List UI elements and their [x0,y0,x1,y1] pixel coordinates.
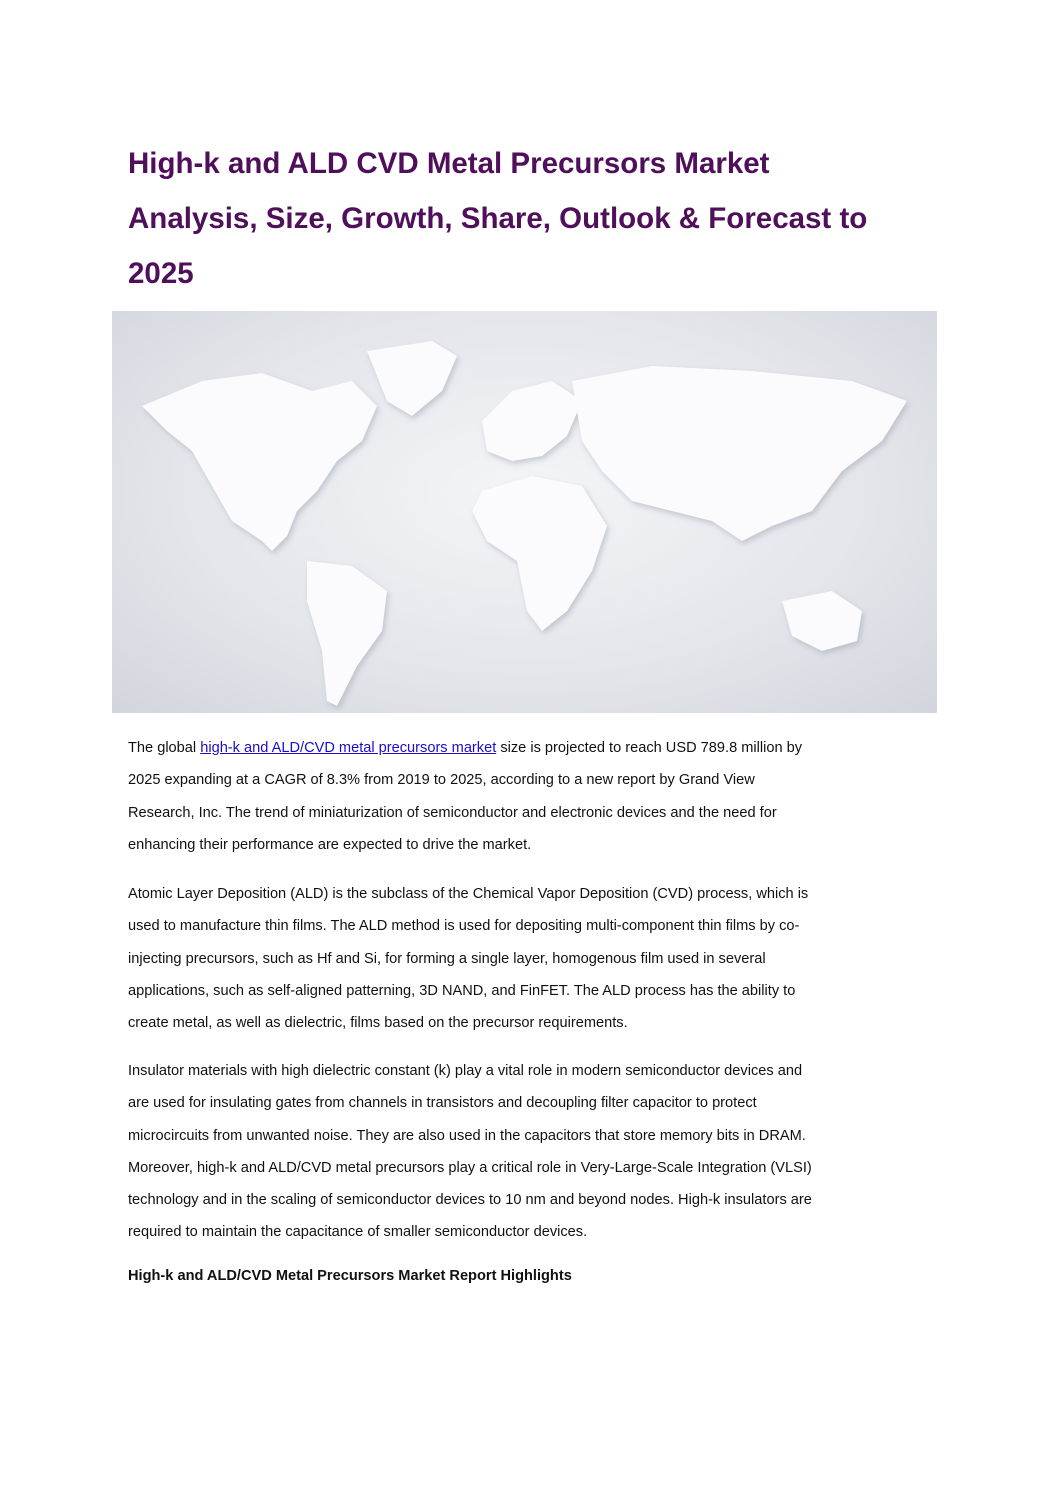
text: size is projected to reach USD 789.8 million by [496,740,803,756]
market-report-link[interactable]: high-k and ALD/CVD metal precursors market [200,740,497,756]
paragraph-line [128,732,938,764]
paragraph-line: Research, Inc. The trend of miniaturization of semiconductor and electronic devices and the need for [128,804,777,821]
title-line: High-k and ALD CVD Metal Precursors Market [128,147,770,180]
paragraph-line: injecting precursors, such as Hf and Si, for forming a single layer, homogenous film used in several [128,950,766,967]
asia [572,366,907,541]
paragraph-line: are used for insulating gates from channels in transistors and decoupling filter capacitor to protect [128,1095,757,1112]
africa [472,476,607,631]
highlights-heading: High-k and ALD/CVD Metal Precursors Market Report Highlights [128,1268,572,1284]
south-america [307,561,387,706]
world-map-illustration [112,311,937,713]
paragraph-line: 2025 expanding at a CAGR of 8.3% from 2019 to 2025, according to a new report by Grand View [128,772,755,789]
paragraph-line: microcircuits from unwanted noise. They are also used in the capacitors that store memory bits in DRAM. [128,1127,806,1144]
document-title [128,136,968,301]
paragraph-line: enhancing their performance are expected to drive the market. [128,836,532,853]
paragraph-line: create metal, as well as dielectric, films based on the precursor requirements. [128,1015,628,1032]
europe [482,381,582,461]
paragraph-line: required to maintain the capacitance of smaller semiconductor devices. [128,1224,588,1241]
north-america [142,373,377,551]
title-line: Analysis, Size, Growth, Share, Outlook & Forecast to [128,202,868,235]
australia [782,591,862,651]
text: The global [128,740,201,756]
paragraph-line: Moreover, high-k and ALD/CVD metal precursors play a critical role in Very-Large-Scale Integration (VLSI) [128,1159,812,1176]
paragraph-ald [128,878,938,1039]
world-map-image [112,311,937,713]
paragraph-intro [128,732,938,861]
paragraph-line: technology and in the scaling of semiconductor devices to 10 nm and beyond nodes. High-k insulators are [128,1192,812,1209]
paragraph-line: used to manufacture thin films. The ALD method is used for depositing multi-component thin films by co- [128,918,800,935]
paragraph-line: Insulator materials with high dielectric constant (k) play a vital role in modern semiconductor devices and [128,1063,803,1079]
title-line: 2025 [128,257,194,290]
paragraph-line: Atomic Layer Deposition (ALD) is the subclass of the Chemical Vapor Deposition (CVD) process, which is [128,886,809,902]
greenland [367,341,457,416]
paragraph-line: applications, such as self-aligned patterning, 3D NAND, and FinFET. The ALD process has the ability to [128,982,796,999]
paragraph-high-k [128,1055,938,1249]
